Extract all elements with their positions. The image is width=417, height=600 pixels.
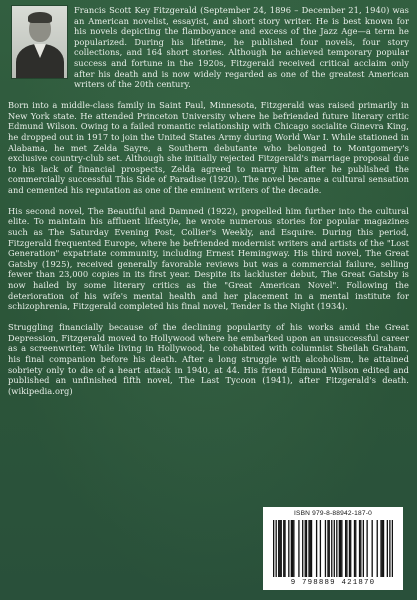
barcode-bar [392,520,393,577]
barcode-bar [283,520,284,577]
barcode-bar [354,520,355,577]
barcode-bar [349,520,350,577]
barcode-bar [279,520,280,577]
barcode-digits: 9 798889 421870 [290,579,376,587]
barcode-bar [316,520,317,577]
biography-text [8,5,409,407]
barcode-bar [346,520,347,577]
biography-paragraph-3: His second novel, The Beautiful and Damned (1922), propelled him further into the cultural elite. To maintain his affluent lifestyle, he wrote numerous stories for popular magazines such as The Saturday Evening Post, Collier's Weekly, and Esquire. During this period, Fitzgerald frequented Europe, where he befriended modernist writers and artists of the "Lost Generation" expatriate community, including Ernest Hemingway. His third novel, The Great Gatsby (1925), received generally favorable reviews but was a commercial failure, selling fewer than 23,000 copies in its first year. Despite its lackluster debut, The Great Gatsby is now hailed by some literary critics as the "Great American Novel". Following the deterioration of his wife's mental health and her placement in a mental institute for schizophrenia, Fitzgerald completed his final novel, Tender Is the Night (1934). [8,205,409,312]
barcode-bar [310,520,311,577]
isbn-label: ISBN 979-8-88942-187-0 [293,510,373,517]
barcode-bar [355,520,356,577]
barcode-bar [389,520,390,577]
biography-paragraph-2: Born into a middle-class family in Saint Paul, Minnesota, Fitzgerald was raised primarily in New York state. He attended Princeton University where he befriended future literary critic Edmund Wilson. Owing to a failed romantic relationship with Chicago socialite Ginevra King, he dropped out in 1917 to join the United States Army during World War I. While stationed in Alabama, he met Zelda Sayre, a Southern debutante who belonged to Montgomery's exclusive country-club set. Although she initially rejected Fitzgerald's marriage proposal due to his lack of financial prospects, Zelda agreed to marry him after he published the commercially successful This Side of Paradise (1920). The novel became a cultural sensation and cemented his reputation as one of the eminent writers of the decade. [8,100,409,195]
barcode-bar [293,520,294,577]
barcode-bar [273,520,274,577]
barcode-bar [320,520,321,577]
barcode-bar [292,520,293,577]
barcode-bar [366,520,367,577]
barcode-bar [336,520,337,577]
barcode-bar [306,520,307,577]
barcode-bar [380,520,381,577]
barcode-bar [345,520,346,577]
isbn-barcode-box [263,507,403,590]
barcode-bar [341,520,342,577]
barcode-bar [359,520,360,577]
barcode-bar [387,520,388,577]
barcode-bar [291,520,292,577]
barcode-bar [308,520,309,577]
barcode-bar [298,520,299,577]
barcode-bar [363,520,364,577]
barcode-bar [305,520,306,577]
barcode-bar [325,520,326,577]
barcode-bar [288,520,289,577]
barcode-bar [278,520,279,577]
barcode-bar [377,520,378,577]
biography-paragraph-4: Struggling financially because of the declining popularity of his works amid the Great Depression, Fitzgerald moved to Hollywood where he embarked upon an unsuccessful career as a screenwriter. While living in Hollywood, he cohabited with columnist Sheilah Graham, his final companion before his death. After a long struggle with alcoholism, he attained sobriety only to die of a heart attack in 1940, at 44. His friend Edmund Wilson edited and published an unfinished fifth novel, The Last Tycoon (1941), after Fitzgerald's death. (wikipedia.org) [8,322,409,396]
barcode-bar [329,520,330,577]
barcode-bar [350,520,351,577]
barcode-bar [372,520,373,577]
barcode-bar [334,520,335,577]
barcode-bar [311,520,312,577]
barcode-bar [382,520,383,577]
barcode-bar [276,520,277,577]
portrait-text-wrap [8,5,74,83]
barcode-bar [383,520,384,577]
barcode-bar [339,520,340,577]
barcode-bars [273,520,393,577]
barcode-bar [340,520,341,577]
barcode-bar [360,520,361,577]
barcode-bar [281,520,282,577]
barcode-bar [302,520,303,577]
barcode-bar [327,520,328,577]
barcode-bar [284,520,285,577]
biography-paragraph-1: Francis Scott Key Fitzgerald (September 24, 1896 – December 21, 1940) was an American novelist, essayist, and short story writer. He is best known for his novels depicting the flamboyance and excess of the Jazz Age—a term he popularized. During his lifetime, he published four novels, four story collections, and 164 short stories. Although he achieved temporary popular success and fortune in the 1920s, Fitzgerald received critical acclaim only after his death and is now widely regarded as one of the greatest American writers of the 20th century. [74,5,409,90]
barcode-bar [331,520,332,577]
